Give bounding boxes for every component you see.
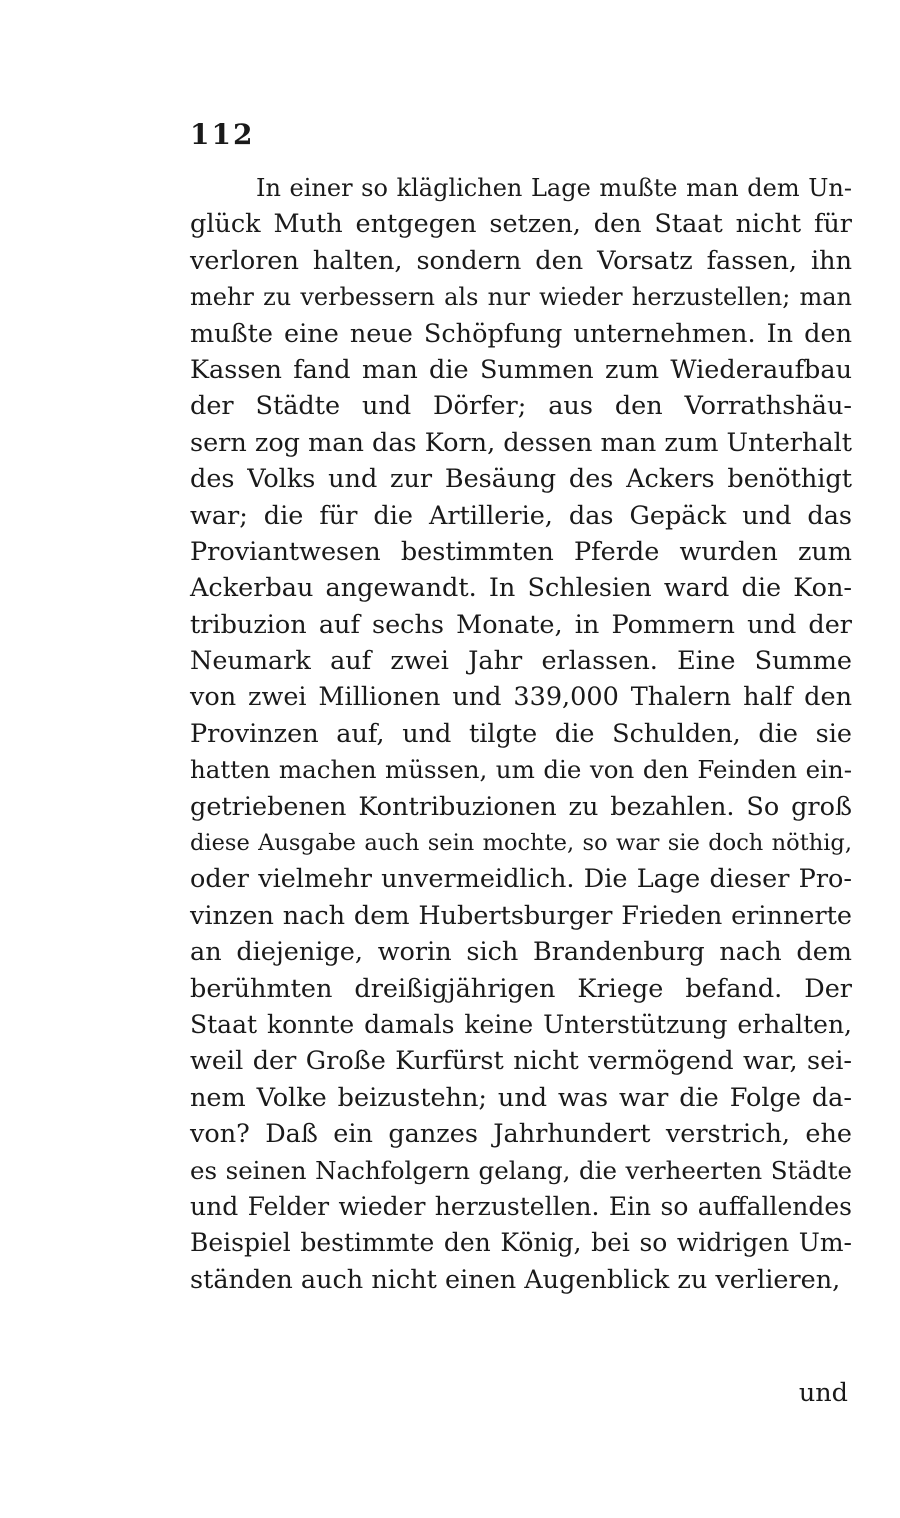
text-line: oder vielmehr unvermeidlich. Die Lage dieser Pro- xyxy=(190,864,852,895)
text-line: von? Daß ein ganzes Jahrhundert verstrich, ehe xyxy=(190,1119,852,1150)
text-line: verloren halten, sondern den Vorsatz fassen, ihn xyxy=(190,245,852,276)
text-line: Provinzen auf, und tilgte die Schulden, die sie xyxy=(190,718,852,749)
text-line: der Städte und Dörfer; aus den Vorrathshäu- xyxy=(190,391,852,422)
text-line: vinzen nach dem Hubertsburger Frieden erinnerte xyxy=(190,900,852,931)
text-line: sern zog man das Korn, dessen man zum Unterhalt xyxy=(190,427,853,458)
text-line: tribuzion auf sechs Monate, in Pommern und der xyxy=(190,609,852,640)
text-line: mußte eine neue Schöpfung unternehmen. In den xyxy=(190,318,852,349)
text-line: Staat konnte damals keine Unterstützung erhalten, xyxy=(190,1009,852,1039)
text-line: mehr zu verbessern als nur wieder herzustellen; man xyxy=(190,283,852,312)
text-line: Kassen fand man die Summen zum Wiederaufbau xyxy=(190,354,852,385)
text-line: und Felder wieder herzustellen. Ein so auffallendes xyxy=(190,1191,852,1221)
text-line: an diejenige, worin sich Brandenburg nach dem xyxy=(190,937,852,968)
text-line: nem Volke beizustehn; und was war die Folge da- xyxy=(190,1082,852,1113)
text-line: Neumark auf zwei Jahr erlassen. Eine Summe xyxy=(190,646,852,677)
text-line: ständen auch nicht einen Augenblick zu verlieren, xyxy=(190,1264,841,1295)
text-line: Beispiel bestimmte den König, bei so widrigen Um- xyxy=(190,1228,852,1258)
text-line: war; die für die Artillerie, das Gepäck und das xyxy=(190,500,852,531)
text-line: weil der Große Kurfürst nicht vermögend war, sei- xyxy=(190,1046,852,1077)
body-text xyxy=(190,170,852,1298)
text-line: In einer so kläglichen Lage mußte man dem Un- xyxy=(256,174,852,202)
text-line: getriebenen Kontribuzionen zu bezahlen. So groß xyxy=(190,791,852,822)
text-line: Ackerbau angewandt. In Schlesien ward die Kon- xyxy=(190,573,852,604)
text-line: es seinen Nachfolgern gelang, die verheerten Städte xyxy=(190,1155,852,1185)
text-line: diese Ausgabe auch sein mochte, so war sie doch nöthig, xyxy=(190,830,852,857)
page-number: 112 xyxy=(190,118,255,151)
text-line: hatten machen müssen, um die von den Feinden ein- xyxy=(190,755,852,785)
text-line: von zwei Millionen und 339,000 Thalern half den xyxy=(190,682,852,713)
text-line: Proviantwesen bestimmten Pferde wurden zum xyxy=(190,536,852,567)
text-line: glück Muth entgegen setzen, den Staat nicht für xyxy=(190,209,852,240)
text-line: des Volks und zur Besäung des Ackers benöthigt xyxy=(190,464,852,495)
catchword: und xyxy=(798,1378,848,1408)
text-line: berühmten dreißigjährigen Kriege befand. Der xyxy=(190,973,852,1004)
